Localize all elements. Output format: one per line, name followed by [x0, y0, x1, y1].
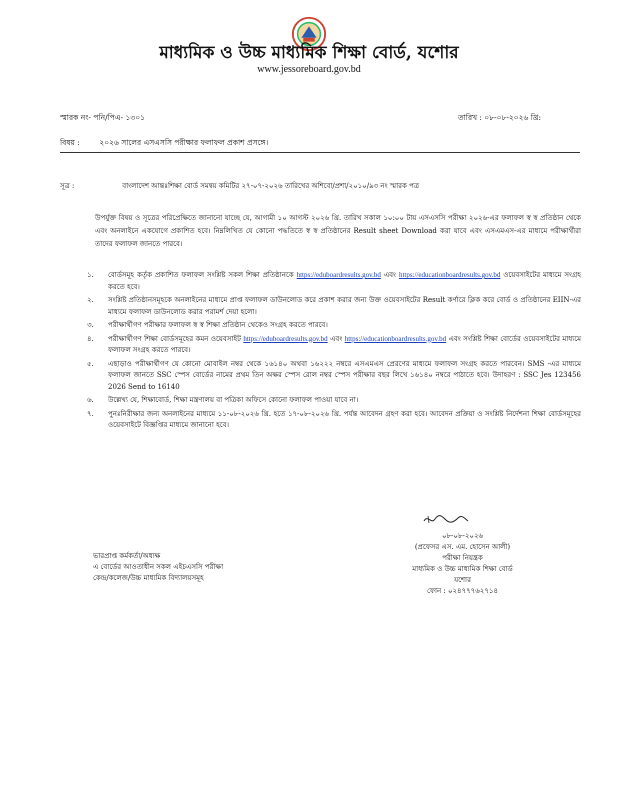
item-text: পরীক্ষার্থীগণ শিক্ষা বোর্ডসমূহের কমন ওয়েবসাইট: [108, 334, 241, 343]
subject-label: বিষয় :: [60, 138, 80, 147]
list-item: [87, 320, 581, 332]
signatory-phone: ফোন : ০২৪৭৭৭৬২৭১৪: [426, 587, 498, 595]
educationboardresults-link[interactable]: https://educationboardresults.gov.bd: [344, 334, 447, 343]
signatory-title: পরীক্ষা নিয়ন্ত্রক: [442, 554, 483, 562]
memo-date: তারিখ : ০৮-০৮-২০২৬ খ্রি:: [458, 113, 541, 122]
memo-number: স্মারক নং- পনি/পিএ- ১৩০১: [60, 113, 145, 122]
item-text: পুনঃনিরীক্ষার জন্য অনলাইনের মাধ্যমে ১১-০৮-২০২৬ খ্রি. হতে ১৭-০৮-২০২৬ খ্রি. পর্যন্ত আবেদন গ্রহণ করা হবে। আবেদন প্রক্রিয়া ও সংশ্লিষ্ট নির্দেশনা শিক্ষা বোর্ডসমূহের ওয়েবসাইটে বিজ্ঞপ্তির মাধ্যমে জানানো হবে।: [108, 409, 581, 429]
subject-line: [60, 138, 580, 150]
item-text: এবং সংশ্লিষ্ট শিক্ষা বোর্ডের ওয়েবসাইটের মাধ্যমে ফলাফল সংগ্রহ করতে পারবে।: [108, 334, 581, 354]
subject-divider: [60, 152, 580, 153]
list-item: [87, 409, 581, 432]
eduboardresults-link[interactable]: https://eduboardresults.gov.bd: [296, 271, 381, 279]
reference-text: বাংলাদেশ আন্তঃশিক্ষা বোর্ড সমন্বয় কমিটির ২৭-০৭-২০২৬ তারিখের অশিবো/প্রশা/২০১০/৯৩ নং স্মারক পত্র: [122, 182, 420, 190]
instruction-list: [87, 270, 581, 434]
board-title: মাধ্যমিক ও উচ্চ মাধ্যমিক শিক্ষা বোর্ড, যশোর: [159, 43, 459, 63]
distribution-line: কেন্দ্র/কলেজ/উচ্চ মাধ্যমিক বিদ্যালয়সমূহ: [93, 574, 204, 582]
signatory-name: (প্রফেসর এস. এম. হোসেন আলী): [414, 543, 511, 551]
signatory-org: মাধ্যমিক ও উচ্চ মাধ্যমিক শিক্ষা বোর্ড: [412, 565, 513, 573]
item-text: এবং: [383, 271, 397, 279]
list-item: [87, 359, 581, 394]
item-number: ৭.: [87, 409, 94, 418]
item-text: উল্লেখ্য যে, শিক্ষাবোর্ড, শিক্ষা মন্ত্রণালয় বা পত্রিকা অফিসে কোনো ফলাফল পাওয়া যাবে না।: [108, 396, 359, 404]
item-text: এছাড়াও পরীক্ষার্থীগণ যে কোনো মোবাইল নম্বর থেকে ১৬১৪০ অথবা ১৬২২২ নম্বরে এসএমএস প্রেরণের মাধ্যমে ফলাফল সংগ্রহ করতে পারবেন। SMS -এর মাধ্যমে ফলাফল জানতে SSC স্পেস বোর্ডের নামের প্রথম তিন অক্ষর স্পেস রোল নম্বর স্পেস পরীক্ষার বছর লিখে ১৬১৪০ নম্বরে পাঠাতে হবে। উদাহরণ : SSC Jes 123456 2026 Send to 16140: [108, 359, 581, 391]
distribution-line: এ বোর্ডের আওতাধীন সকল এইচএসসি পরীক্ষা: [93, 563, 224, 571]
board-website: www.jessoreboard.gov.bd: [257, 64, 361, 75]
item-number: ১.: [87, 271, 94, 279]
intro-paragraph: উপর্যুক্ত বিষয় ও সূত্রের পরিপ্রেক্ষিতে জানানো যাচ্ছে যে, আগামী ১০ আগস্ট ২০২৬ খ্রি. তারিখ সকাল ১০:০০ টায় এসএসসি পরীক্ষা ২০২৬-এর ফলাফল স্ব স্ব প্রতিষ্ঠান থেকে এবং অনলাইনে একযোগে প্রকাশিত হবে। নিম্নলিখিত যে কোনো পদ্ধতিতে স্ব স্ব প্রতিষ্ঠানের Result sheet Download করা যাবে এবং এসএমএস-এর মাধ্যমে পরীক্ষার্থীরা তাদের ফলাফল জানতে পারবে।: [95, 214, 581, 248]
reference-line: [60, 180, 580, 192]
item-text: বোর্ডসমূহ কর্তৃক প্রকাশিত ফলাফল সংশ্লিষ্ট সকল শিক্ষা প্রতিষ্ঠানকে: [108, 271, 294, 279]
signature-date: ০৮-০৮-২০২৬: [441, 532, 484, 540]
list-item: [87, 395, 581, 407]
item-number: ৪.: [87, 334, 94, 343]
signatory-city: যশোর: [454, 576, 471, 584]
distribution-line: ভারপ্রাপ্ত কর্মকর্তা/অধ্যক্ষ: [93, 552, 161, 560]
subject-text: ২০২৬ সালের এসএসসি পরীক্ষার ফলাফল প্রকাশ প্রসঙ্গে।: [99, 138, 269, 147]
item-number: ২.: [87, 296, 94, 304]
handwritten-signature: [422, 512, 470, 526]
list-item: [87, 334, 581, 357]
item-text: এবং: [330, 334, 343, 343]
list-item: [87, 295, 581, 318]
reference-label: সূত্র :: [60, 182, 75, 190]
item-text: পরীক্ষার্থীগণ পরীক্ষার ফলাফল স্ব স্ব শিক্ষা প্রতিষ্ঠান থেকেও সংগ্রহ করতে পারবে।: [108, 321, 328, 329]
item-number: ৬.: [87, 396, 94, 404]
item-number: ৩.: [87, 321, 94, 329]
distribution-block: [93, 551, 343, 584]
list-item: [87, 270, 581, 293]
item-text: ওয়েবসাইটের মাধ্যমে সংগ্রহ করতে হবে।: [108, 271, 581, 291]
educationboardresults-link[interactable]: https://educationboardresults.gov.bd: [398, 271, 501, 279]
item-text: সংশ্লিষ্ট প্রতিষ্ঠানসমূহকে অনলাইনের মাধ্যমে প্রাপ্ত ফলাফল ডাউনলোড করে প্রকাশ করার জন্য উক্ত ওয়েবসাইটের Result কর্ণারে ক্লিক করে বোর্ড ও প্রতিষ্ঠানের EIIN-এর মাধ্যমে ফলাফল ডাউনলোড করার পরামর্শ দেয়া হলো।: [108, 296, 581, 316]
eduboardresults-link[interactable]: https://eduboardresults.gov.bd: [243, 334, 328, 343]
signature-block: [375, 531, 550, 597]
item-number: ৫.: [87, 359, 94, 368]
